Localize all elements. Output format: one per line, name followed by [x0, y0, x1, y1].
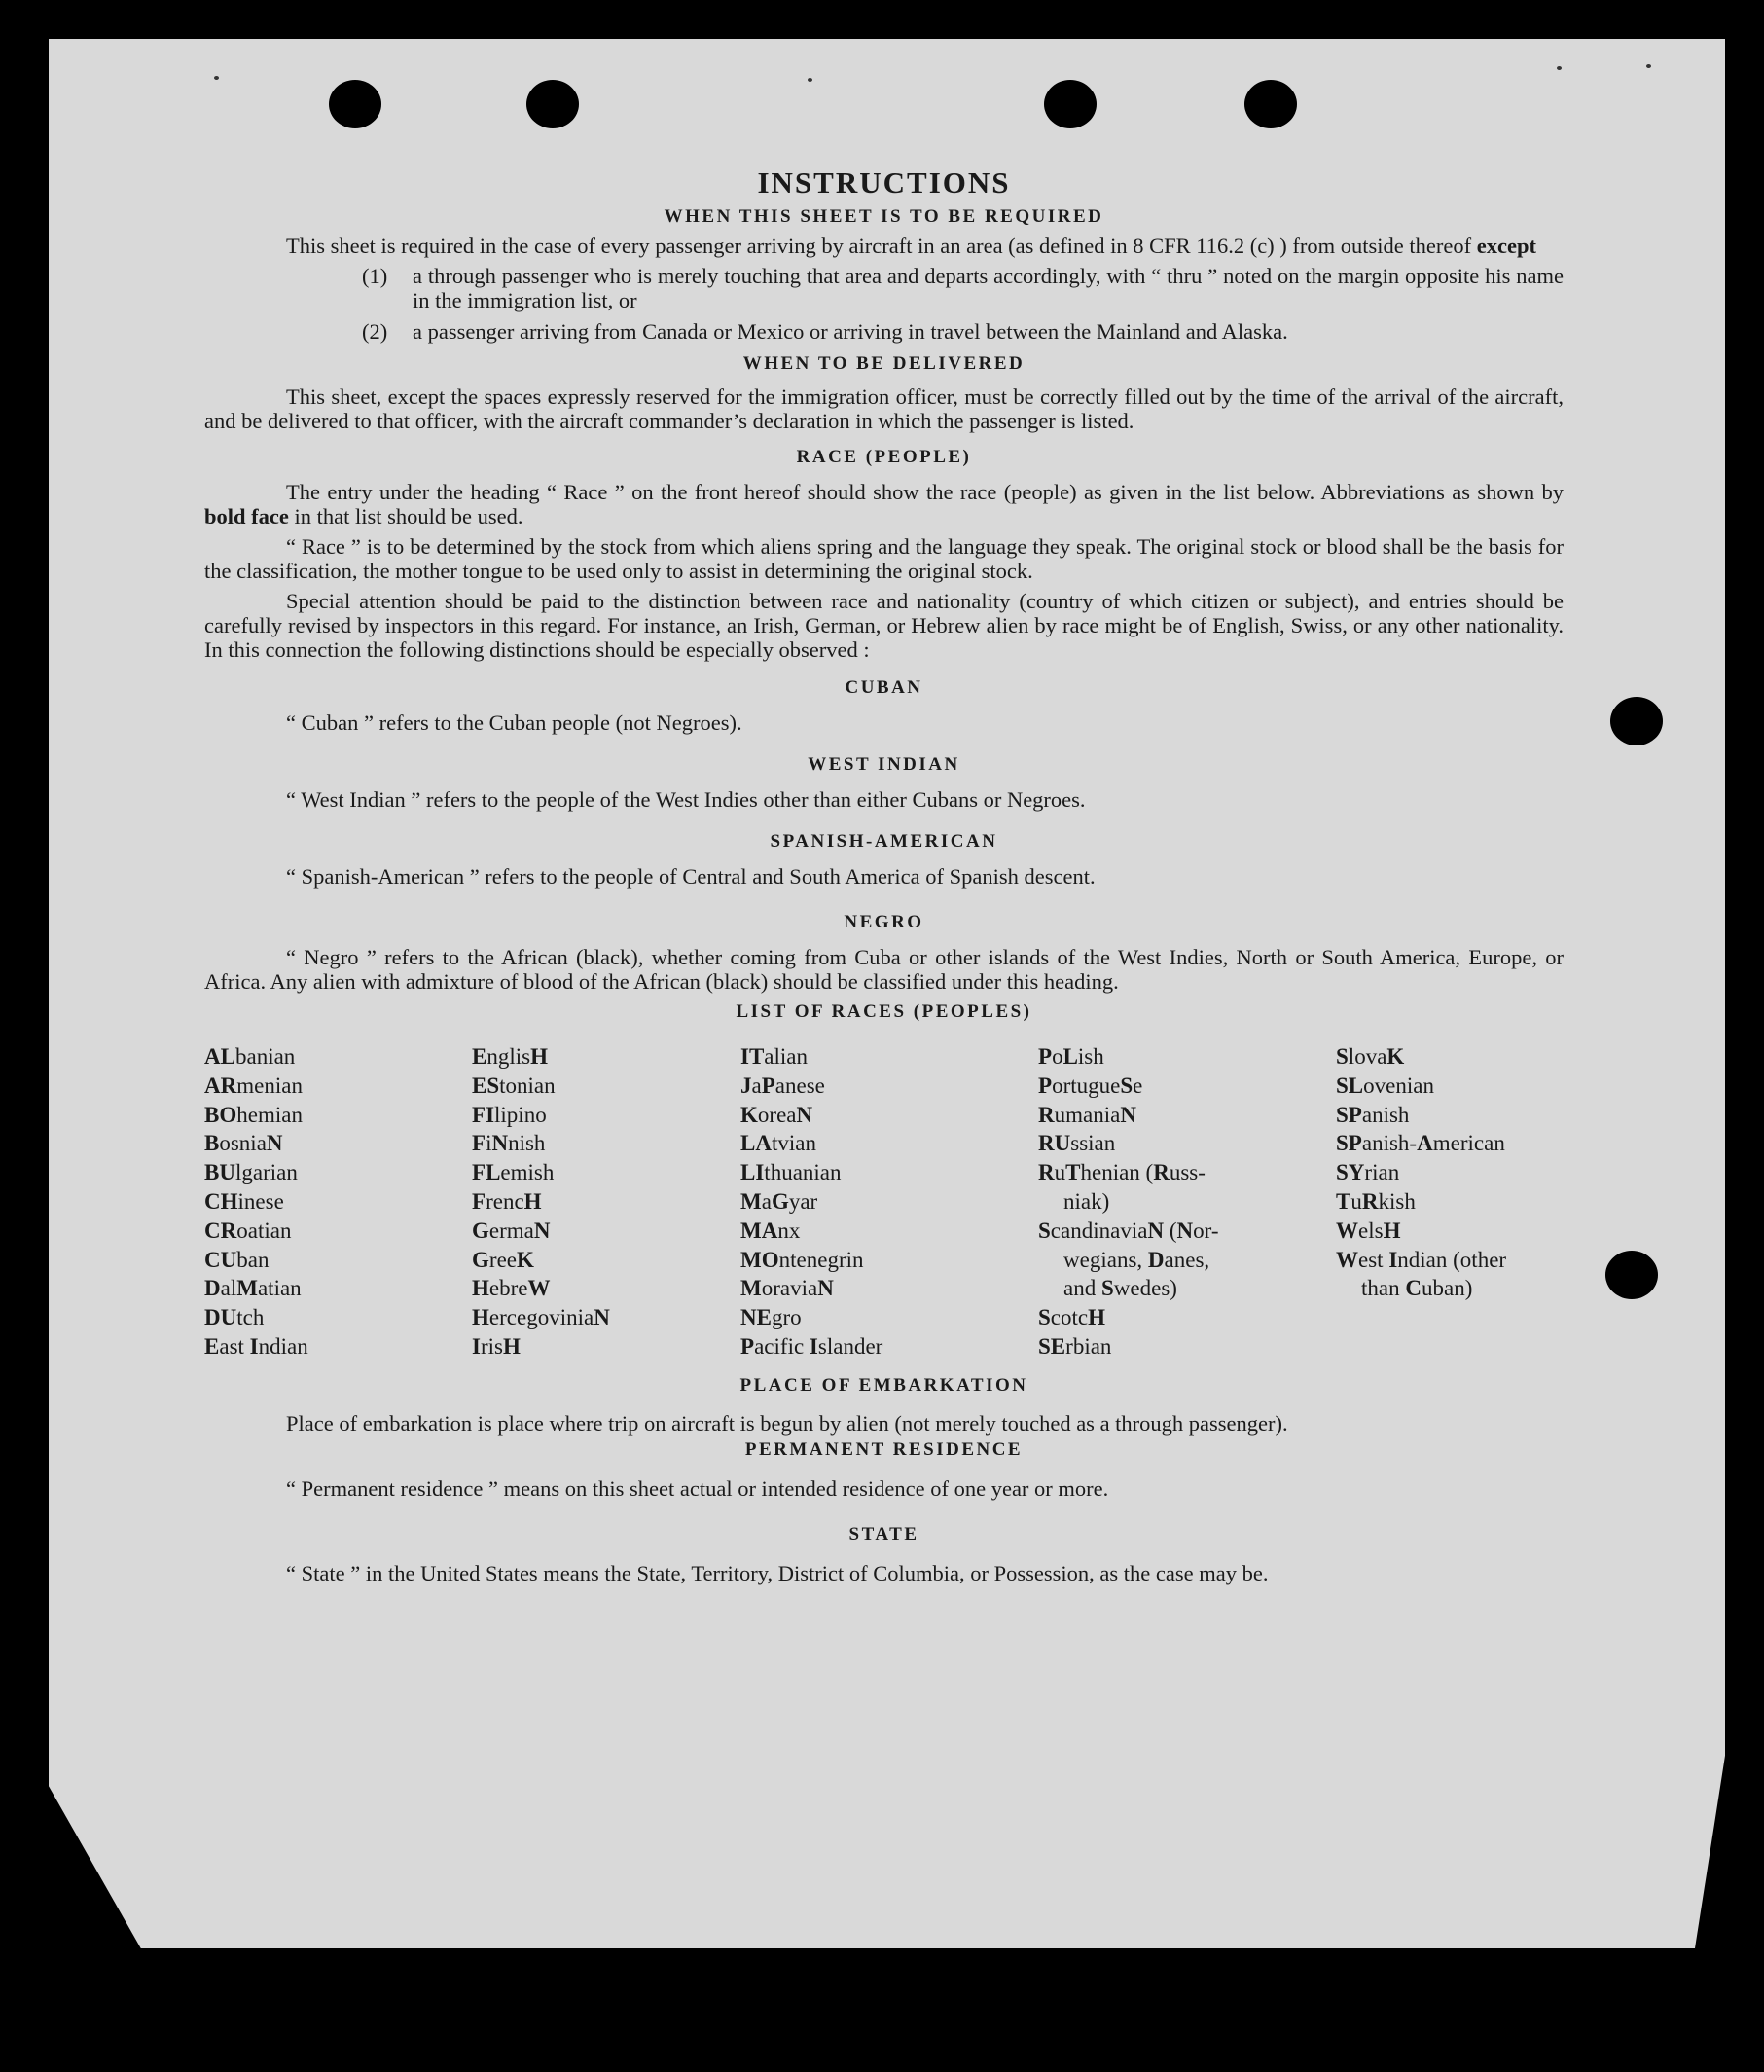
race-entry: West Indian (other: [1336, 1247, 1507, 1272]
race-entry: ScandinaviaN (Nor-: [1038, 1218, 1219, 1243]
section-heading-embarkation: PLACE OF EMBARKATION: [739, 1374, 1028, 1396]
punch-hole: [1605, 1251, 1658, 1299]
race-entry: JaPanese: [740, 1072, 825, 1098]
race-entry: PoLish: [1038, 1044, 1104, 1069]
race-entry: FrencH: [472, 1188, 542, 1214]
race-entry: BOhemian: [204, 1102, 303, 1127]
race-entry: FIlipino: [472, 1102, 547, 1127]
section-heading-list-of-races: LIST OF RACES (PEOPLES): [736, 1001, 1032, 1022]
race-p1-text-end: in that list should be used.: [294, 504, 523, 528]
punch-hole: [1610, 697, 1663, 745]
races-column-3: [740, 1042, 1038, 1362]
negro-text: “ Negro ” refers to the African (black), whether coming from Cuba or other islands of the West Indies, North or South America, Europe, or Africa. Any alien with admixture of blood of the African (black) should be classified under this heading.: [204, 945, 1564, 994]
races-column-1: [204, 1042, 472, 1362]
race-entry-continued: than Cuban): [1361, 1276, 1473, 1301]
section-heading-spanish-american: SPANISH-AMERICAN: [770, 831, 998, 852]
race-entry: DalMatian: [204, 1276, 302, 1301]
race-entry: KoreaN: [740, 1102, 813, 1127]
punch-hole: [526, 80, 579, 128]
race-paragraph-1: [204, 480, 1564, 528]
required-item-2: [362, 319, 1564, 344]
race-entry-continued: wegians, Danes,: [1063, 1247, 1210, 1272]
races-list: [204, 1042, 1564, 1362]
race-entry: GermaN: [472, 1218, 551, 1243]
race-entry: RuThenian (Russ-: [1038, 1160, 1206, 1185]
section-heading-race: RACE (PEOPLE): [796, 447, 972, 467]
required-intro: [204, 234, 1564, 258]
section-heading-residence: PERMANENT RESIDENCE: [744, 1438, 1024, 1460]
punch-hole: [329, 80, 381, 128]
instructions-content: [204, 165, 1564, 1589]
race-entry: ScotcH: [1038, 1305, 1106, 1330]
race-entry: HebreW: [472, 1276, 551, 1301]
section-heading-cuban: CUBAN: [845, 677, 923, 698]
section-heading-delivered: WHEN TO BE DELIVERED: [742, 353, 1026, 374]
race-entry: TuRkish: [1336, 1188, 1416, 1214]
race-entry: HercegoviniaN: [472, 1305, 610, 1330]
race-entry: SPanish: [1336, 1102, 1410, 1127]
race-entry: ALbanian: [204, 1044, 296, 1069]
races-column-4: [1038, 1042, 1336, 1362]
race-entry: CRoatian: [204, 1218, 292, 1243]
residence-text: “ Permanent residence ” means on this sheet actual or intended residence of one year or more.: [286, 1475, 1109, 1501]
speck: [808, 78, 812, 82]
race-entry: SLovenian: [1336, 1072, 1434, 1098]
race-entry: NEgro: [740, 1305, 802, 1330]
race-p1-text: The entry under the heading “ Race ” on the front hereof should show the race (people) as given in the list below. Abbreviations as shown by: [286, 480, 1564, 504]
race-entry: SPanish-American: [1336, 1131, 1505, 1156]
race-entry: IrisH: [472, 1333, 521, 1359]
page-title: INSTRUCTIONS: [757, 165, 1011, 200]
race-entry: RUssian: [1038, 1131, 1116, 1156]
race-entry: RumaniaN: [1038, 1102, 1136, 1127]
race-entry: BUlgarian: [204, 1160, 298, 1185]
race-entry-continued: and Swedes): [1063, 1276, 1177, 1301]
race-entry: WelsH: [1336, 1218, 1401, 1243]
race-entry: CHinese: [204, 1188, 284, 1214]
item-text: a through passenger who is merely touching that area and departs accordingly, with “ thru ” noted on the margin opposite his name in the immigration list, or: [413, 264, 1564, 312]
race-entry: Pacific Islander: [740, 1333, 883, 1359]
section-heading-state: STATE: [848, 1523, 919, 1545]
race-entry: East Indian: [204, 1333, 308, 1359]
race-entry: MaGyar: [740, 1188, 818, 1214]
races-column-2: [472, 1042, 740, 1362]
section-heading-negro: NEGRO: [844, 912, 924, 932]
embarkation-text: Place of embarkation is place where trip on aircraft is begun by alien (not merely touched as a through passenger).: [286, 1410, 1288, 1436]
race-p1-bold: bold face: [204, 504, 289, 528]
state-text: “ State ” in the United States means the State, Territory, District of Columbia, or Possession, as the case may be.: [286, 1560, 1269, 1585]
race-entry: FLemish: [472, 1160, 555, 1185]
required-intro-text: This sheet is required in the case of every passenger arriving by aircraft in an area (as defined in 8 CFR 116.2 (c) ) from outside thereof: [286, 234, 1472, 258]
race-entry: DUtch: [204, 1305, 265, 1330]
item-text: a passenger arriving from Canada or Mexico or arriving in travel between the Mainland and Alaska.: [413, 319, 1288, 344]
west-indian-text: “ West Indian ” refers to the people of the West Indies other than either Cubans or Negroes.: [286, 787, 1086, 812]
speck: [1557, 66, 1562, 70]
cuban-text: “ Cuban ” refers to the Cuban people (not Negroes).: [286, 710, 742, 735]
delivered-text: This sheet, except the spaces expressly reserved for the immigration officer, must be correctly filled out by the time of the arrival of the aircraft, and be delivered to that officer, with the aircraft commander’s declaration in which the passenger is listed.: [204, 384, 1564, 433]
item-number: (2): [362, 319, 388, 344]
required-item-1: [362, 264, 1564, 312]
except-word: except: [1476, 234, 1536, 258]
race-entry: BosniaN: [204, 1131, 283, 1156]
section-heading-west-indian: WEST INDIAN: [808, 754, 960, 775]
race-entry: SYrian: [1336, 1160, 1400, 1185]
race-entry: GreeK: [472, 1247, 534, 1272]
races-column-5: [1336, 1042, 1564, 1362]
race-paragraph-3: Special attention should be paid to the distinction between race and nationality (country of which citizen or subject), and entries should be carefully revised by inspectors in this regard. For instance, an Irish, German, or Hebrew alien by race might be of English, Swiss, or any other nationality. In this connection the following distinctions should be especially observed :: [204, 589, 1564, 662]
race-entry-continued: niak): [1063, 1188, 1110, 1214]
race-entry: LAtvian: [740, 1131, 816, 1156]
race-entry: SlovaK: [1336, 1044, 1405, 1069]
speck: [214, 76, 219, 80]
item-number: (1): [362, 264, 388, 288]
race-entry: PortugueSe: [1038, 1072, 1143, 1098]
race-paragraph-2: “ Race ” is to be determined by the stock from which aliens spring and the language they speak. The original stock or blood shall be the basis for the classification, the mother tongue to be used only to assist in determining the original stock.: [204, 534, 1564, 583]
race-entry: ARmenian: [204, 1072, 303, 1098]
race-entry: MoraviaN: [740, 1276, 834, 1301]
spanish-american-text: “ Spanish-American ” refers to the people of Central and South America of Spanish descent.: [286, 864, 1096, 889]
section-heading-required: WHEN THIS SHEET IS TO BE REQUIRED: [664, 206, 1104, 227]
race-entry: CUban: [204, 1247, 270, 1272]
race-entry: LIthuanian: [740, 1160, 842, 1185]
race-entry: EnglisH: [472, 1044, 548, 1069]
race-entry: SErbian: [1038, 1333, 1112, 1359]
race-entry: EStonian: [472, 1072, 556, 1098]
race-entry: MOntenegrin: [740, 1247, 864, 1272]
race-entry: MAnx: [740, 1218, 801, 1243]
punch-hole: [1044, 80, 1097, 128]
race-entry: ITalian: [740, 1044, 809, 1069]
punch-hole: [1244, 80, 1297, 128]
race-entry: FiNnish: [472, 1131, 546, 1156]
speck: [1646, 64, 1651, 68]
